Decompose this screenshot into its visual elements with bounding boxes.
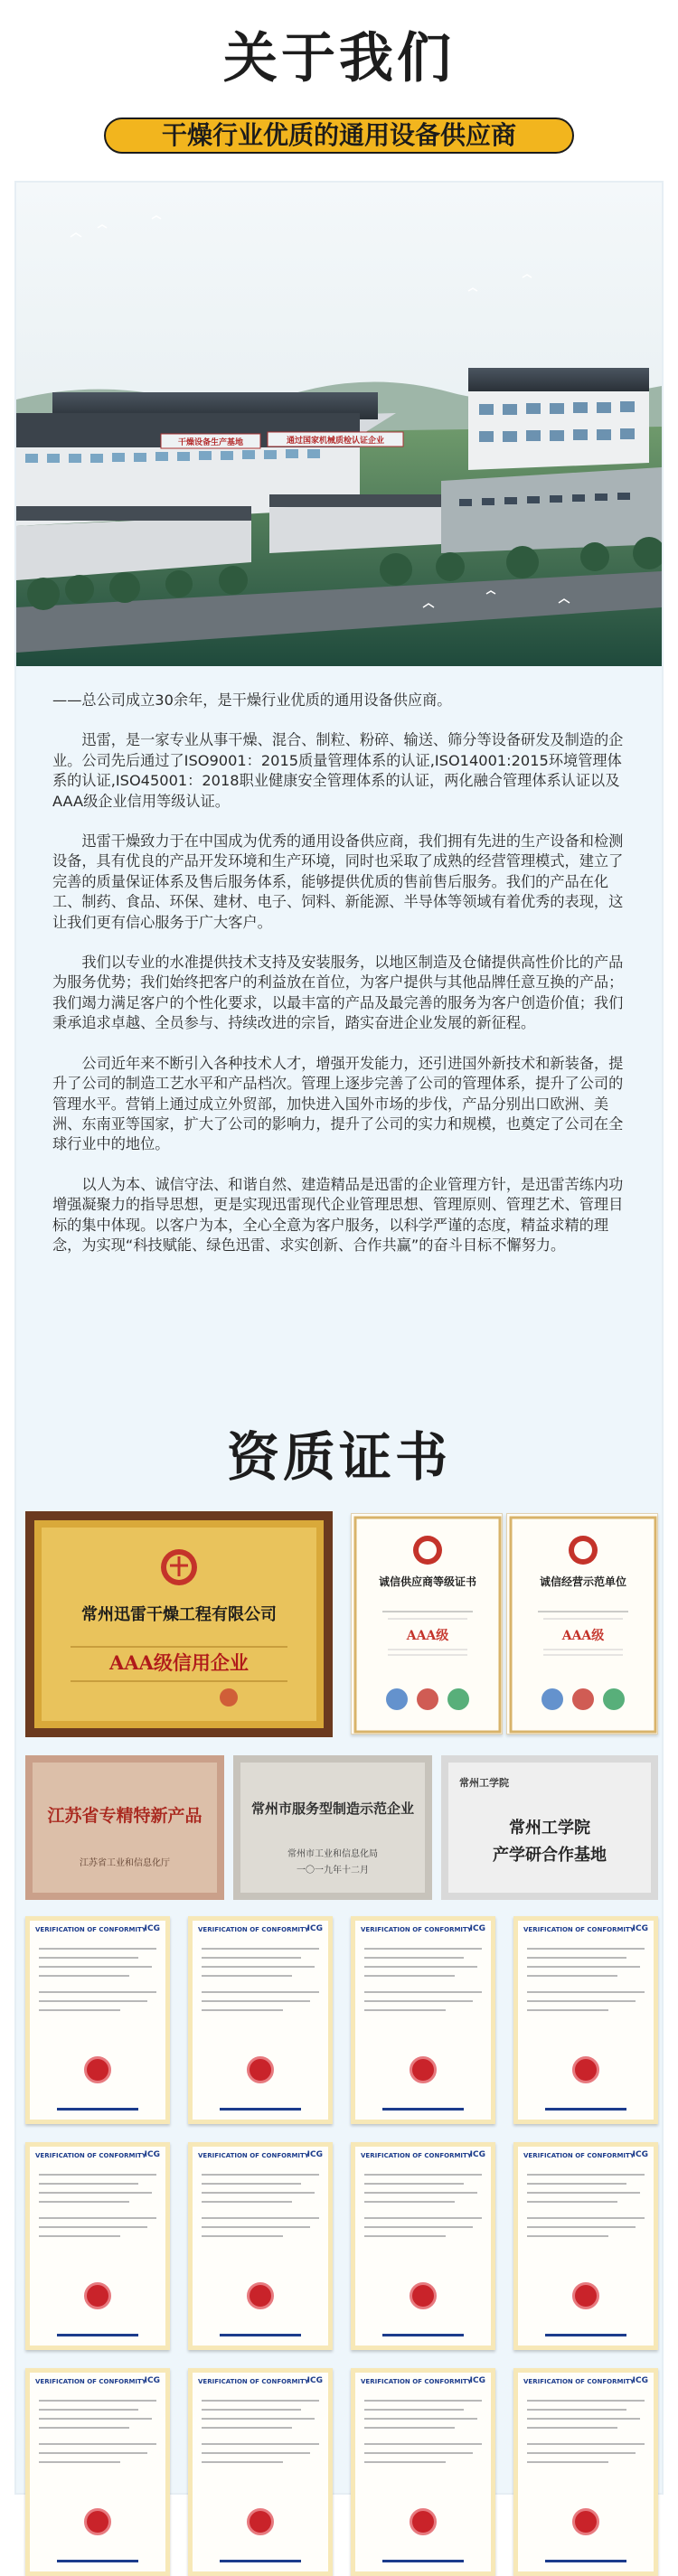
iso-certificate — [513, 1916, 658, 2124]
text-line — [39, 2009, 120, 2011]
text-line — [527, 2427, 617, 2429]
text-line — [364, 1957, 464, 1959]
text-line — [202, 1991, 319, 1993]
aaa-credit-plaque — [25, 1511, 333, 1737]
iso-certificate — [25, 2142, 170, 2350]
icg-logo: ICG — [632, 2150, 648, 2159]
footer-line — [220, 2108, 301, 2111]
text-line — [527, 2418, 640, 2420]
text-line — [39, 1975, 129, 1977]
company-intro — [52, 691, 631, 1275]
school-cooperation-plaque — [441, 1755, 658, 1900]
text-line — [39, 2226, 147, 2228]
text-line — [527, 2217, 645, 2219]
iso-heading: VERIFICATION OF CONFORMITY — [523, 1926, 635, 1933]
seal-icon — [247, 2282, 274, 2309]
iso-heading: VERIFICATION OF CONFORMITY — [361, 2378, 472, 2385]
text-line — [39, 2217, 156, 2219]
iso-certificate-page — [355, 1921, 491, 2120]
seal-icon — [84, 2282, 111, 2309]
iso-certificate-page — [355, 2147, 491, 2346]
text-line — [527, 2235, 608, 2237]
text-line — [364, 1991, 482, 1993]
jiangsu-plaque-title: 江苏省专精特新产品 — [47, 1806, 202, 1826]
iso-certificate — [351, 2368, 495, 2576]
iso-certificate — [351, 2142, 495, 2350]
text-line — [527, 1966, 640, 1968]
text-line — [364, 1966, 477, 1968]
text-line — [364, 2174, 482, 2176]
page-title: 关于我们 — [223, 27, 455, 90]
intro-paragraph-4: 我们以专业的水准提供技术支持及安装服务，以地区制造及仓储提供高性价比的产品为服务优势；我们始终把客户的利益放在首位，为客户提供与其他品牌任意互换的产品；我们竭力满足客户的个性化要求，以最丰富的产品及最完善的服务为客户创造价值；我们秉承追求卓越、全员参与、持续改进的宗旨，踏实奋进企业发展的新征程。 — [52, 954, 624, 1032]
text-line — [364, 2461, 446, 2463]
factory-illustration — [16, 183, 662, 666]
iso-heading: VERIFICATION OF CONFORMITY — [35, 2152, 146, 2159]
text-line — [364, 2000, 473, 2002]
iso-heading: VERIFICATION OF CONFORMITY — [198, 2152, 309, 2159]
supplier-cert-graphic — [352, 1514, 504, 1735]
intro-paragraph-1: ——总公司成立30余年，是干燥行业优质的通用设备供应商。 — [52, 691, 452, 709]
seal-icon — [572, 2508, 599, 2535]
footer-line — [382, 2334, 464, 2336]
text-line — [364, 2418, 477, 2420]
content-frame — [14, 181, 664, 2495]
supplier-cert-grade: AAA级 — [406, 1629, 449, 1643]
iso-certificate-page — [30, 2147, 165, 2346]
text-line — [202, 2409, 301, 2411]
iso-certificate — [188, 2142, 333, 2350]
footer-line — [382, 2560, 464, 2562]
iso-certificate-page — [518, 2147, 654, 2346]
text-line — [39, 1948, 156, 1950]
changzhou-service-plaque — [233, 1755, 432, 1900]
footer-line — [220, 2334, 301, 2336]
iso-certificate-page — [193, 2147, 328, 2346]
school-plaque-title: 产学研合作基地 — [493, 1846, 607, 1865]
factory-sign-right: 通过国家机械质检认证企业 — [286, 437, 385, 446]
text-line — [39, 2235, 120, 2237]
changzhou-plaque-title: 常州市服务型制造示范企业 — [250, 1800, 414, 1817]
text-line — [39, 2461, 120, 2463]
iso-certificate-page — [355, 2373, 491, 2571]
text-line — [39, 1991, 156, 1993]
footer-line — [545, 2334, 626, 2336]
school-plaque-name-small: 常州工学院 — [459, 1777, 509, 1789]
text-line — [202, 2183, 301, 2185]
iso-heading: VERIFICATION OF CONFORMITY — [523, 2378, 635, 2385]
text-line — [364, 1975, 455, 1977]
icg-logo: ICG — [144, 1924, 160, 1933]
supplier-cert-title: 诚信供应商等级证书 — [378, 1575, 476, 1588]
iso-certificate-page — [30, 2373, 165, 2571]
text-line — [202, 2427, 292, 2429]
icg-logo: ICG — [306, 2376, 323, 2385]
iso-heading: VERIFICATION OF CONFORMITY — [35, 1926, 146, 1933]
iso-certificate-page — [518, 2373, 654, 2571]
text-line — [39, 2192, 152, 2194]
text-line — [364, 2201, 455, 2203]
text-line — [527, 2400, 645, 2402]
text-line — [202, 2217, 319, 2219]
iso-heading: VERIFICATION OF CONFORMITY — [35, 2378, 146, 2385]
text-line — [527, 2183, 626, 2185]
text-line — [202, 2201, 292, 2203]
text-line — [364, 2217, 482, 2219]
intro-paragraph-6: 以人为本、诚信守法、和谐自然、建造精品是迅雷的企业管理方针，是迅雷苦练内功增强凝聚力的指导思想，更是实现迅雷现代企业管理思想、管理原则、管理艺术、管理目标的集中体现。以客户为本，全心全意为客户服务，以科学严谨的态度，精益求精的理念，为实现“科技赋能、绿色迅雷、求实创新、合作共赢”的奋斗目标不懈努力。 — [52, 1175, 624, 1254]
footer-line — [57, 2108, 138, 2111]
text-line — [202, 1966, 315, 1968]
school-plaque-name: 常州工学院 — [509, 1819, 590, 1838]
text-line — [202, 2174, 319, 2176]
iso-certificate — [188, 2368, 333, 2576]
qualifications-title: 资质证书 — [226, 1426, 451, 1488]
text-line — [364, 2226, 473, 2228]
factory-sign-left: 干燥设备生产基地 — [177, 438, 244, 447]
seal-icon — [84, 2508, 111, 2535]
iso-certificate — [513, 2142, 658, 2350]
icg-logo: ICG — [469, 2150, 485, 2159]
jiangsu-product-plaque — [25, 1755, 224, 1900]
text-line — [364, 2427, 455, 2429]
footer-line — [57, 2560, 138, 2562]
footer-line — [382, 2108, 464, 2111]
iso-certificate-page — [518, 1921, 654, 2120]
seal-icon — [410, 2282, 437, 2309]
demo-cert-title: 诚信经营示范单位 — [539, 1575, 626, 1588]
text-line — [39, 1966, 152, 1968]
text-line — [202, 2400, 319, 2402]
gold-plaque-grade: AAA级信用企业 — [109, 1651, 249, 1674]
text-line — [364, 2443, 482, 2445]
icg-logo: ICG — [144, 2376, 160, 2385]
iso-certificate — [188, 1916, 333, 2124]
changzhou-plaque-date: 一〇一九年十二月 — [297, 1866, 369, 1876]
text-line — [364, 1948, 482, 1950]
text-line — [527, 1957, 626, 1959]
text-line — [39, 2452, 147, 2454]
demo-cert-grade: AAA级 — [561, 1629, 605, 1643]
footer-line — [57, 2334, 138, 2336]
icg-logo: ICG — [144, 2150, 160, 2159]
text-line — [527, 2174, 645, 2176]
icg-logo: ICG — [306, 2150, 323, 2159]
text-line — [202, 2235, 283, 2237]
text-line — [527, 2226, 636, 2228]
text-line — [39, 2201, 129, 2203]
gold-plaque-company: 常州迅雷干燥工程有限公司 — [81, 1605, 277, 1624]
text-line — [39, 1957, 138, 1959]
footer-line — [545, 2108, 626, 2111]
text-line — [364, 2235, 446, 2237]
intro-paragraph-5: 公司近年来不断引入各种技术人才，增强开发能力，还引进国外新技术和新装备，提升了公司的制造工艺水平和产品档次。管理上逐步完善了公司的管理体系，提升了公司的管理水平。营销上通过成立外贸部，加快进入国外市场的步伐，产品分别出口欧洲、美洲、东南亚等国家，扩大了公司的影响力，提升了公司的实力和规模，也奠定了公司在全球行业中的地位。 — [52, 1054, 624, 1153]
text-line — [527, 1948, 645, 1950]
text-line — [364, 2183, 464, 2185]
text-line — [527, 1975, 617, 1977]
text-line — [202, 2009, 283, 2011]
text-line — [202, 2192, 315, 2194]
seal-icon — [247, 2056, 274, 2083]
text-line — [527, 1991, 645, 1993]
text-line — [364, 2452, 473, 2454]
text-line — [39, 2418, 152, 2420]
tagline-text: 干燥行业优质的通用设备供应商 — [161, 120, 516, 150]
iso-certificate — [513, 2368, 658, 2576]
text-line — [202, 2000, 310, 2002]
seal-icon — [410, 2508, 437, 2535]
tagline-banner — [104, 116, 574, 155]
seal-icon — [572, 2056, 599, 2083]
iso-heading: VERIFICATION OF CONFORMITY — [198, 2378, 309, 2385]
integrity-demo-certificate — [506, 1513, 658, 1735]
icg-logo: ICG — [469, 1924, 485, 1933]
text-line — [527, 2409, 626, 2411]
seal-icon — [247, 2508, 274, 2535]
icg-logo: ICG — [306, 1924, 323, 1933]
text-line — [202, 2226, 310, 2228]
iso-certificate-page — [193, 1921, 328, 2120]
iso-certificate — [25, 2368, 170, 2576]
icg-logo: ICG — [632, 2376, 648, 2385]
jiangsu-plaque-face — [33, 1763, 217, 1893]
text-line — [202, 2443, 319, 2445]
iso-certificate-page — [193, 2373, 328, 2571]
icg-logo: ICG — [632, 1924, 648, 1933]
text-line — [527, 2192, 640, 2194]
factory-image — [16, 183, 662, 666]
text-line — [364, 2192, 477, 2194]
footer-line — [545, 2560, 626, 2562]
footer-line — [220, 2560, 301, 2562]
iso-certificate-page — [30, 1921, 165, 2120]
text-line — [202, 1975, 292, 1977]
text-line — [39, 2174, 156, 2176]
text-line — [39, 2183, 138, 2185]
supplier-grade-certificate — [351, 1513, 503, 1735]
text-line — [39, 2443, 156, 2445]
intro-paragraph-3: 迅雷干燥致力于在中国成为优秀的通用设备供应商，我们拥有先进的生产设备和检测设备，具有优良的产品开发环境和生产环境，同时也采取了成熟的经营管理模式，建立了完善的质量保证体系及售后服务体系，能够提供优质的售前售后服务。我们的产品在化工、制药、食品、环保、建材、电子、饲料、新能源、半导体等领域有着优秀的表现，这让我们更有信心服务于广大客户。 — [52, 832, 624, 931]
jiangsu-plaque-issuer: 江苏省工业和信息化厅 — [80, 1858, 170, 1868]
icg-logo: ICG — [469, 2376, 485, 2385]
text-line — [202, 1957, 301, 1959]
text-line — [364, 2400, 482, 2402]
text-line — [527, 2443, 645, 2445]
iso-heading: VERIFICATION OF CONFORMITY — [361, 2152, 472, 2159]
iso-heading: VERIFICATION OF CONFORMITY — [523, 2152, 635, 2159]
text-line — [39, 2000, 147, 2002]
text-line — [527, 2009, 608, 2011]
text-line — [39, 2409, 138, 2411]
text-line — [527, 2000, 636, 2002]
iso-heading: VERIFICATION OF CONFORMITY — [198, 1926, 309, 1933]
seal-icon — [84, 2056, 111, 2083]
text-line — [364, 2009, 446, 2011]
iso-heading: VERIFICATION OF CONFORMITY — [361, 1926, 472, 1933]
text-line — [202, 2461, 283, 2463]
iso-certificate — [25, 1916, 170, 2124]
changzhou-plaque-issuer: 常州市工业和信息化局 — [287, 1849, 378, 1859]
demo-cert-graphic — [507, 1514, 659, 1735]
text-line — [202, 1948, 319, 1950]
text-line — [39, 2427, 129, 2429]
text-line — [364, 2409, 464, 2411]
seal-icon — [410, 2056, 437, 2083]
text-line — [202, 2418, 315, 2420]
iso-certificate — [351, 1916, 495, 2124]
text-line — [202, 2452, 310, 2454]
text-line — [527, 2452, 636, 2454]
text-line — [527, 2461, 608, 2463]
text-line — [39, 2400, 156, 2402]
intro-paragraph-2: 迅雷，是一家专业从事干燥、混合、制粒、粉碎、输送、筛分等设备研发及制造的企业。公司先后通过了ISO9001：2015质量管理体系的认证,ISO14001:2015环境管理体系的认证,ISO45001：2018职业健康安全管理体系的认证，两化融合管理体系认证以及AAA级企业信用等级认证。 — [52, 731, 624, 810]
seal-icon — [572, 2282, 599, 2309]
text-line — [527, 2201, 617, 2203]
